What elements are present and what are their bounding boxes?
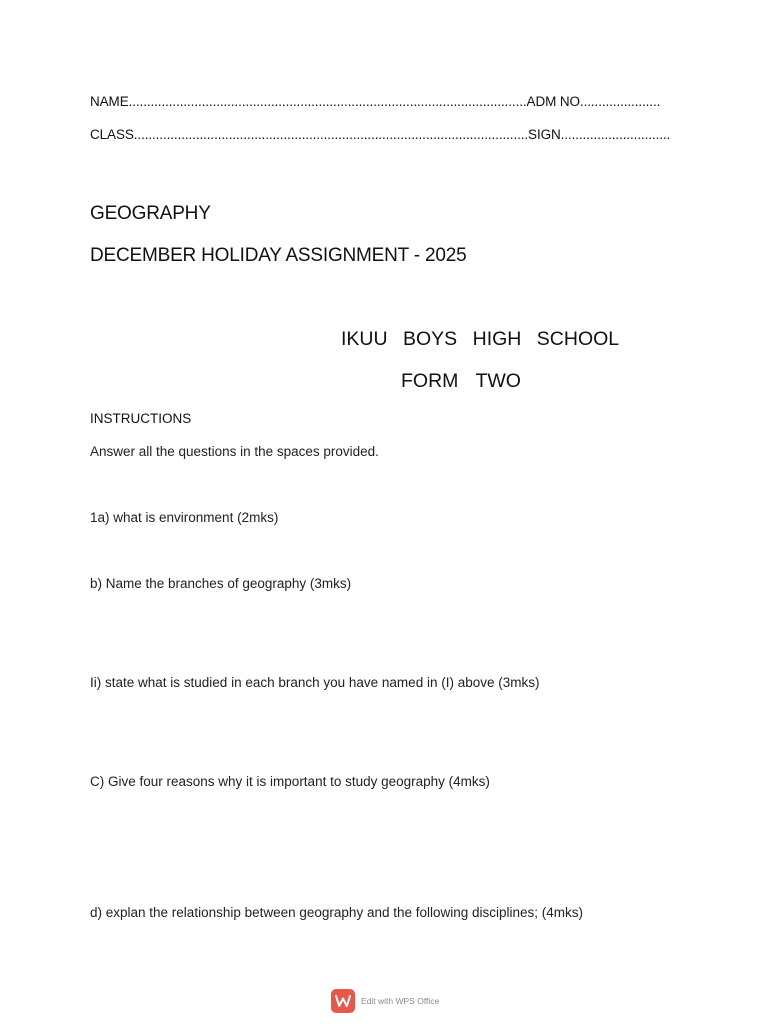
instructions-text: Answer all the questions in the spaces provided. <box>90 444 379 459</box>
question-1d: d) explan the relationship between geography and the following disciplines; (4mks) <box>90 905 584 920</box>
subject-heading: GEOGRAPHY <box>90 203 211 224</box>
school-name: IKUU BOYS HIGH SCHOOL <box>341 328 620 350</box>
question-1a: 1a) what is environment (2mks) <box>90 510 279 525</box>
question-1b-ii: Ii) state what is studied in each branch you have named in (I) above (3mks) <box>90 675 540 690</box>
wps-office-logo-icon <box>331 989 355 1013</box>
name-adm-line: NAME.............................................................................................................ADM NO...................... <box>90 94 661 109</box>
form-level: FORM TWO <box>401 370 521 392</box>
class-sign-line: CLASS............................................................................................................SIGN.............................. <box>90 127 671 142</box>
wps-footer-badge <box>331 989 439 1013</box>
instructions-label: INSTRUCTIONS <box>90 411 192 426</box>
question-1c: C) Give four reasons why it is important to study geography (4mks) <box>90 774 490 789</box>
assignment-heading: DECEMBER HOLIDAY ASSIGNMENT - 2025 <box>90 245 467 266</box>
footer-text: Edit with WPS Office <box>361 996 440 1006</box>
question-1b: b) Name the branches of geography (3mks) <box>90 576 352 591</box>
